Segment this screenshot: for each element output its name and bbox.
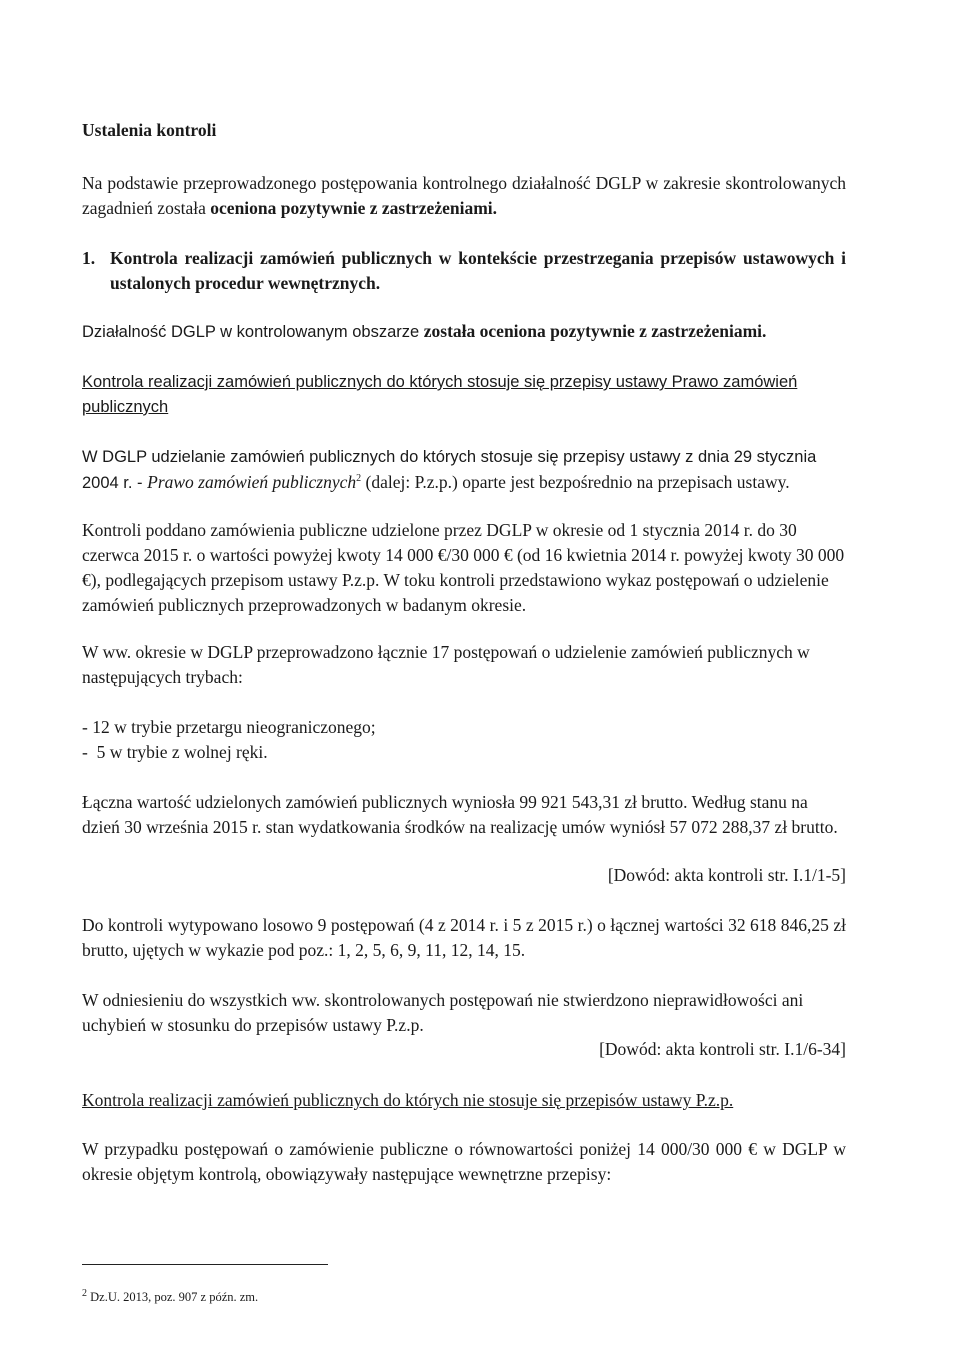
page-title: Ustalenia kontroli [82, 120, 217, 140]
intro-text: Na podstawie przeprowadzonego postępowania kontrolnego działalność DGLP w zakresie skontrolowanych zagadnień została [82, 173, 846, 218]
paragraph-1-after: (dalej: P.z.p.) oparte jest bezpośrednio na przepisach ustawy. [361, 472, 790, 492]
procedure-list [82, 715, 846, 765]
footnote-separator [82, 1264, 328, 1265]
paragraph-3: W ww. okresie w DGLP przeprowadzono łącznie 17 postępowań o udzielenie zamówień publicznych w następujących trybach: [82, 642, 810, 687]
paragraph-4: Łączna wartość udzielonych zamówień publicznych wyniosła 99 921 543,31 zł brutto. Według stanu na dzień 30 września 2015 r. stan wydatkowania środków na realizację umów wyniósł 57 072 288,37 zł brutto. [82, 792, 838, 837]
assessment-bold: została oceniona pozytywnie z zastrzeżeniami. [423, 321, 767, 341]
list-item: - 12 w trybie przetargu nieograniczonego; [82, 717, 376, 737]
footnote-ref: 2 [356, 473, 362, 485]
intro-bold: oceniona pozytywnie z zastrzeżeniami. [210, 198, 498, 218]
paragraph-6: W odniesieniu do wszystkich ww. skontrolowanych postępowań nie stwierdzono nieprawidłowości ani uchybień w stosunku do przepisów ustawy P.z.p. [82, 990, 804, 1035]
assessment-text: Działalność DGLP w kontrolowanym obszarze [82, 323, 424, 341]
paragraph-7: W przypadku postępowań o zamówienie publiczne o równowartości poniżej 14 000/30 000 € w DGLP w okresie objętym kontrolą, obowiązywały następujące wewnętrzne przepisy: [82, 1139, 846, 1184]
paragraph-5: Do kontroli wytypowano losowo 9 postępowań (4 z 2014 r. i 5 z 2015 r.) o łącznej wartości 32 618 846,25 zł brutto, ujętych w wykazie pod poz.: 1, 2, 5, 6, 9, 11, 12, 14, 15. [82, 915, 846, 960]
footnote-mark: 2 [82, 1287, 87, 1299]
subheading-non-pzp: Kontrola realizacji zamówień publicznych do których nie stosuje się przepisów ustawy P.z.p. [82, 1090, 734, 1110]
list-item: - 5 w trybie z wolnej ręki. [82, 742, 268, 762]
paragraph-2: Kontroli poddano zamówienia publiczne udzielone przez DGLP w okresie od 1 stycznia 2014 r. do 30 czerwca 2015 r. o wartości powyżej kwoty 14 000 €/30 000 € (od 16 kwietnia 2014 r. powyżej kwoty 30 000 €), podlegających przepisom ustawy P.z.p. W toku kontroli przedstawiono wykaz postępowań o udzielenie zamówień publicznych przeprowadzonych w badanym okresie. [82, 520, 845, 615]
subheading-pzp: Kontrola realizacji zamówień publicznych do których stosuje się przepisy ustawy Prawo zamówień publicznych [82, 373, 798, 416]
paragraph-1-before: W DGLP udzielanie zamówień publicznych do których stosuje się przepisy ustawy z dnia 29 stycznia 2004 r. - [82, 448, 817, 492]
assessment-paragraph [82, 319, 846, 345]
evidence-2: [Dowód: akta kontroli str. I.1/6-34] [599, 1039, 846, 1059]
paragraph-1 [82, 444, 846, 496]
paragraph-1-italic: Prawo zamówień publicznych [147, 472, 357, 492]
intro-paragraph [82, 171, 846, 221]
footnote-text: Dz.U. 2013, poz. 907 z późn. zm. [87, 1289, 259, 1304]
section-1-number: 1. [82, 248, 96, 268]
section-1-heading [82, 246, 846, 296]
evidence-1: [Dowód: akta kontroli str. I.1/1-5] [607, 865, 846, 885]
footnote [82, 1289, 258, 1305]
section-1-title: Kontrola realizacji zamówień publicznych w kontekście przestrzegania przepisów ustawowych i ustalonych procedur wewnętrznych. [110, 248, 846, 293]
